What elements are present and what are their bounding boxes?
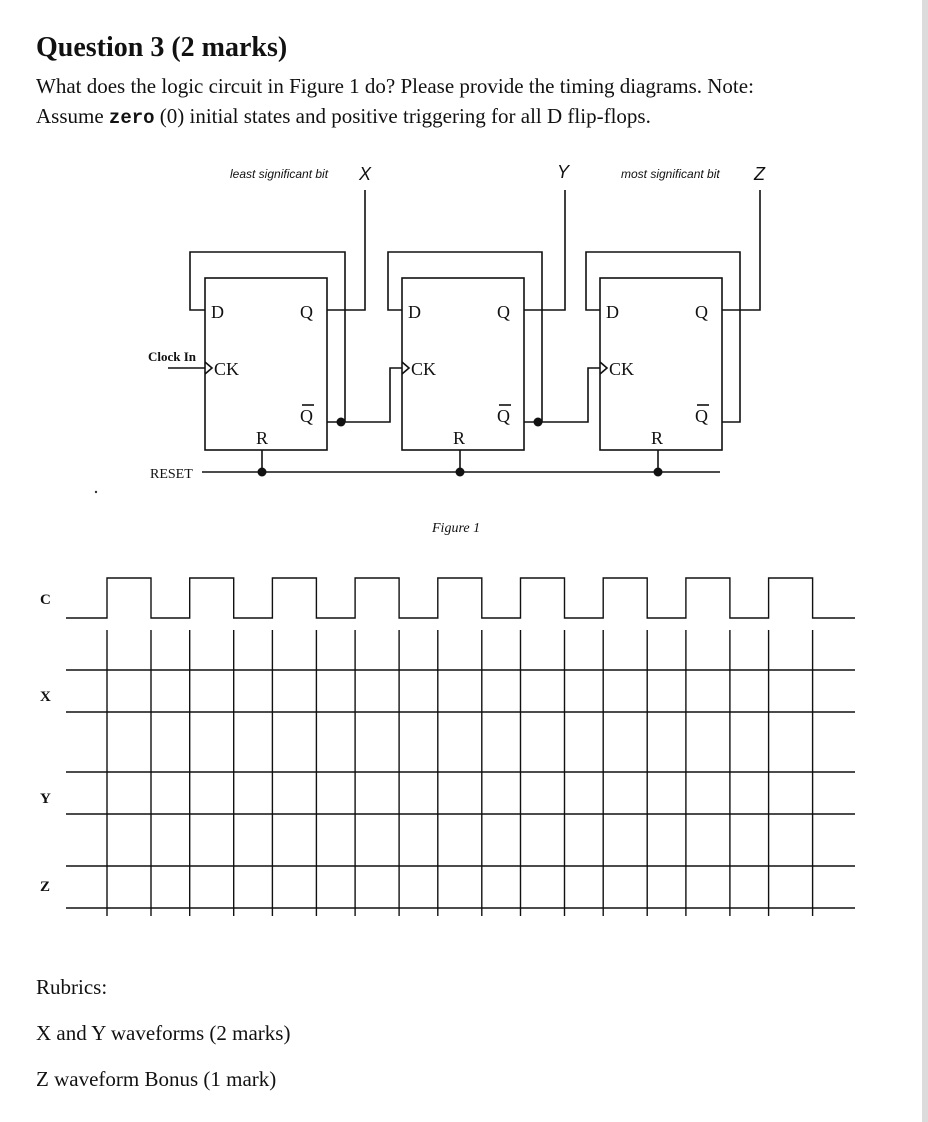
- lsb-label: least significant bit: [230, 167, 329, 181]
- question-title: Question 3 (2 marks): [36, 32, 288, 63]
- ff1-r-pin: R: [256, 428, 269, 448]
- figure-caption: Figure 1: [432, 521, 481, 536]
- ff1-q-pin: Q: [300, 302, 313, 322]
- z-output-label: Z: [754, 164, 765, 184]
- z-output-wire: [722, 190, 760, 310]
- ff1-clock-triangle: [205, 362, 212, 374]
- ff2-clock-triangle: [402, 362, 409, 374]
- ff2-r-pin: R: [453, 428, 466, 448]
- zero-emphasis: zero: [108, 107, 155, 129]
- clock-waveform: [66, 578, 855, 618]
- question-text-line-1: What does the logic circuit in Figure 1 do? Please provide the timing diagrams. Note:: [36, 74, 754, 98]
- page-edge: [922, 0, 928, 1122]
- figure-1-circuit: [0, 150, 928, 550]
- ff1-qbar-junction: [337, 418, 346, 427]
- ff3-clock-triangle: [600, 362, 607, 374]
- msb-label: most significant bit: [621, 167, 720, 181]
- ff2-q-pin: Q: [497, 302, 510, 322]
- ff3-reset-junction: [654, 468, 663, 477]
- ff2-qbar-junction: [534, 418, 543, 427]
- y-output-wire: [524, 190, 565, 310]
- ff3-ck-pin: CK: [609, 359, 635, 379]
- ff3-qbar-pin: Q: [695, 406, 708, 426]
- ff1-ck-pin: CK: [214, 359, 240, 379]
- reset-label: RESET: [150, 467, 193, 482]
- ff3-q-pin: Q: [695, 302, 708, 322]
- rubric-xy-waveforms: X and Y waveforms (2 marks): [36, 1021, 291, 1045]
- row-label-c: C: [40, 592, 51, 608]
- question-text-line-2-end: (0) initial states and positive triggering for all D flip-flops.: [154, 104, 651, 128]
- ff1-reset-junction: [258, 468, 267, 477]
- x-output-wire: [327, 190, 365, 310]
- clock-in-label: Clock In: [148, 349, 197, 364]
- row-label-z: Z: [40, 879, 51, 895]
- ff1-d-pin: D: [211, 302, 224, 322]
- rubric-z-waveform: Z waveform Bonus (1 mark): [36, 1067, 277, 1091]
- ff2-qbar-pin: Q: [497, 406, 510, 426]
- y-output-label: Y: [557, 162, 570, 182]
- ff2-qbar-wire: [524, 368, 600, 422]
- x-output-label: X: [359, 164, 372, 184]
- question-text-line-2: [36, 104, 651, 129]
- ff3-r-pin: R: [651, 428, 664, 448]
- ff2-d-pin: D: [408, 302, 421, 322]
- question-text-line-2-start: Assume: [36, 104, 109, 128]
- row-label-x: X: [40, 689, 51, 705]
- ff1-qbar-pin: Q: [300, 406, 313, 426]
- ff2-reset-junction: [456, 468, 465, 477]
- timing-diagram-grid: [0, 560, 928, 940]
- ff3-d-pin: D: [606, 302, 619, 322]
- row-label-y: Y: [40, 791, 51, 807]
- ff2-ck-pin: CK: [411, 359, 437, 379]
- ff1-qbar-wire: [327, 368, 402, 422]
- rubrics-heading: Rubrics:: [36, 975, 108, 999]
